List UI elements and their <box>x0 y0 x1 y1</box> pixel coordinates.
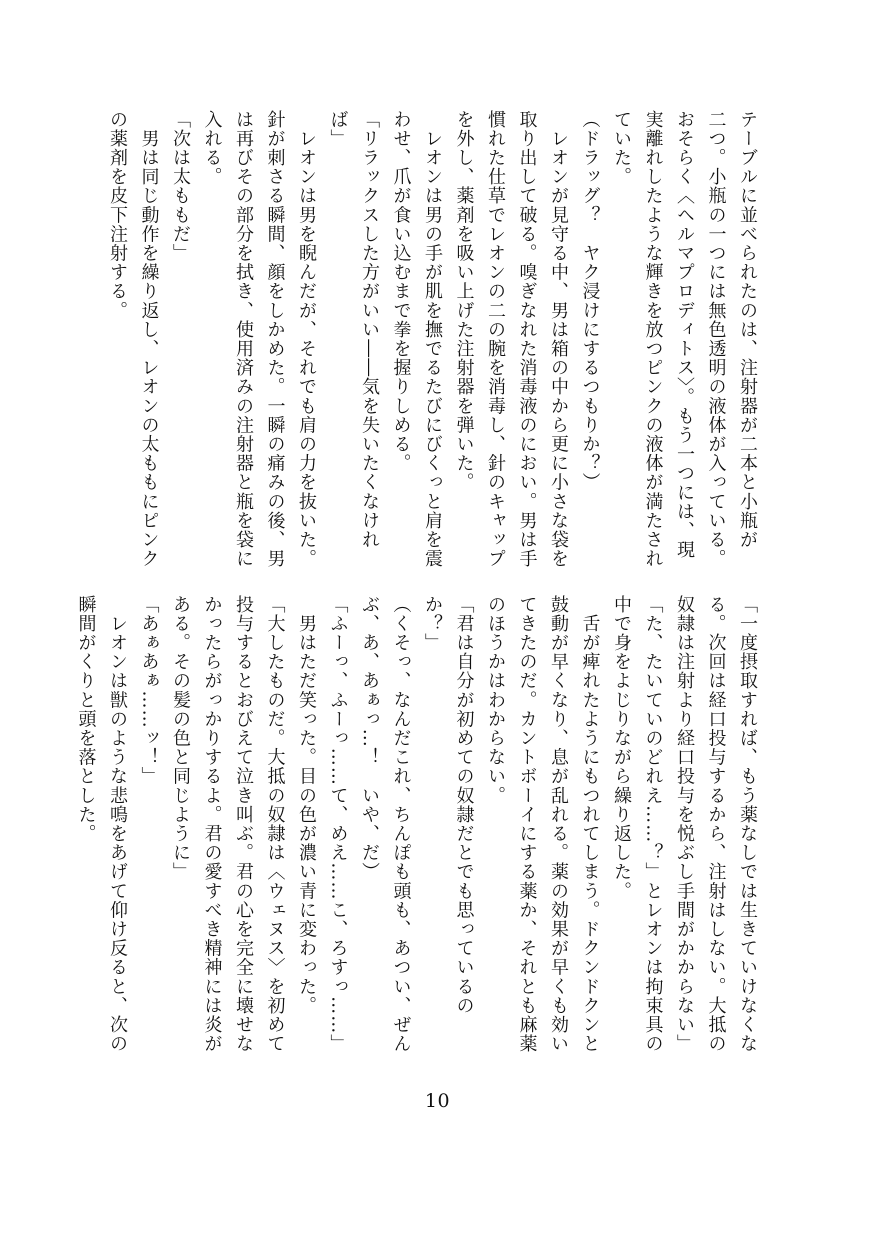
text-line: 「次は太ももだ」 <box>170 110 191 263</box>
text-line: 二つ。小瓶の一つには無色透明の液体が入っている。 <box>705 110 727 569</box>
text-line: テーブルに並べられたのは、注射器が二本と小瓶が <box>737 110 758 550</box>
text-line: 瞬間がくりと頭を落とした。 <box>75 595 97 844</box>
text-line: 実離れしたような輝きを放つピンクの液体が満たされ <box>642 110 664 569</box>
text-line: レオンは獣のような悲鳴をあげて仰け反ると、次の <box>107 595 128 1054</box>
text-line: を外し、薬剤を吸い上げた注射器を弾いた。 <box>453 110 475 492</box>
text-line: の薬剤を皮下注射する。 <box>107 110 128 321</box>
text-line: 取り出して破る。嗅ぎなれた消毒液のにおい。男は手 <box>516 110 538 569</box>
text-line: る。次回は経口投与するから、注射はしない。大抵の <box>705 595 727 1054</box>
text-line: 舌が痺れたようにもつれてしまう。ドクンドクンと <box>579 595 601 1054</box>
text-line: レオンは男の手が肌を撫でるたびにびくっと肩を震 <box>422 110 443 569</box>
text-line: レオンは男を睨んだが、それでも肩の力を抜いた。 <box>296 110 317 569</box>
text-line: 慣れた仕草でレオンの二の腕を消毒し、針のキャップ <box>485 110 506 569</box>
text-line: 「一度摂取すれば、もう薬なしでは生きていけなくな <box>737 595 758 1054</box>
text-line: レオンが見守る中、男は箱の中から更に小さな袋を <box>548 110 569 569</box>
text-line: ば」 <box>327 110 349 149</box>
text-line: 「君は自分が初めての奴隷だとでも思っているの <box>453 595 475 1016</box>
text-line: （くそっ、なんだこれ、ちんぽも頭も、あつい、ぜん <box>390 595 412 1054</box>
text-line: 入れる。 <box>201 110 223 187</box>
text-line: てきたのだ。カントボーイにする薬か、それとも麻薬 <box>516 595 538 1054</box>
text-line: 「リラックスした方がいい――気を失いたくなけれ <box>359 110 380 550</box>
text-line: 奴隷は注射より経口投与を悦ぶし手間がかからない」 <box>674 595 695 1054</box>
text-line: 鼓動が早くなり、息が乱れる。薬の効果が早くも効い <box>548 595 569 1054</box>
bottom-text-block <box>75 595 763 1055</box>
text-line: 投与するとおびえて泣き叫ぶ。君の心を完全に壊せな <box>233 595 254 1054</box>
text-line: 「た、たいていのどれえ……？」とレオンは拘束具の <box>642 595 664 1054</box>
text-line: 「大したものだ。大抵の奴隷は〈ウェヌス〉を初めて <box>264 595 286 1054</box>
text-line: は再びその部分を拭き、使用済みの注射器と瓶を袋に <box>233 110 254 569</box>
top-text-block <box>103 110 763 570</box>
text-line: 針が刺さる瞬間、顔をしかめた。一瞬の痛みの後、男 <box>264 110 286 569</box>
text-line: か？」 <box>422 595 443 653</box>
text-line: おそらく〈ヘルマプロディトス〉。もう一つには、現 <box>674 110 695 560</box>
text-line: ある。その髪の色と同じように」 <box>170 595 191 882</box>
text-line: のほうかはわからない。 <box>485 595 506 806</box>
text-line: わせ、爪が食い込むまで拳を握りしめる。 <box>390 110 412 473</box>
text-line: 「ふーっ、ふーっ……て、めえ……こ、ろすっ……」 <box>327 595 349 1054</box>
text-line: （ドラッグ？ ヤク浸けにするつもりか？） <box>579 110 601 492</box>
text-line: 「あぁあぁ……ッ！」 <box>138 595 160 786</box>
text-line: ていた。 <box>611 110 632 187</box>
text-line: 男は同じ動作を繰り返し、レオンの太ももにピンク <box>138 110 160 569</box>
page-number: 10 <box>424 1090 451 1112</box>
text-line: 男はただ笑った。目の色が濃い青に変わった。 <box>296 595 317 1016</box>
text-line: 中で身をよじりながら繰り返した。 <box>611 595 632 901</box>
text-line: かったらがっかりするよ。君の愛すべき精神には炎が <box>201 595 223 1054</box>
text-line: ぶ、あ、あぁっ…！ いや、だ） <box>359 595 380 882</box>
